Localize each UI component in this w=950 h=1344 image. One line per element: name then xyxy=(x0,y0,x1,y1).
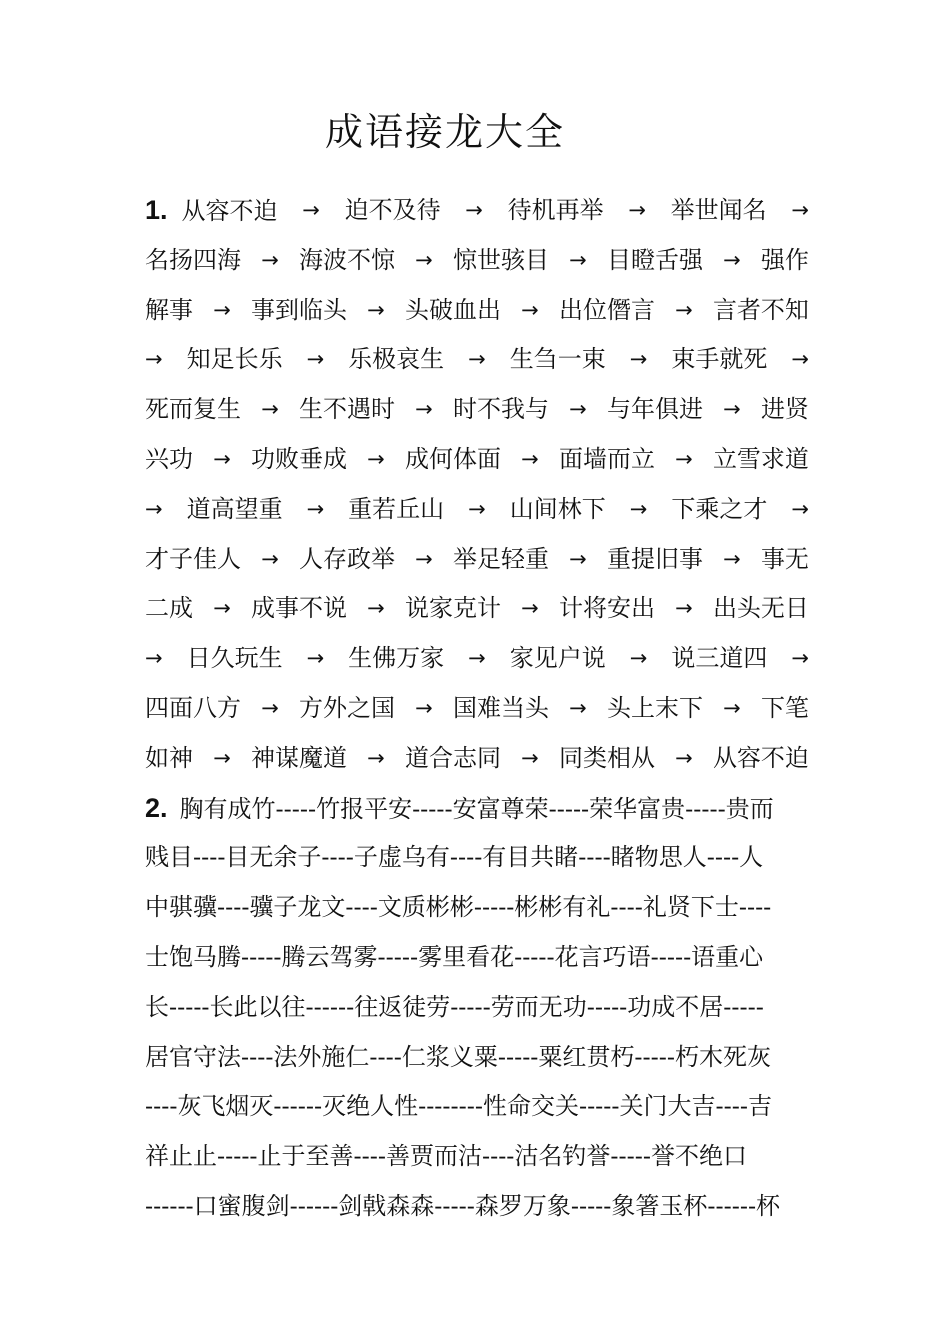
section2-line-text: ----灰飞烟灭------灭绝人性--------性命交关-----关门大吉----吉 xyxy=(145,1092,772,1121)
arrow-icon: → xyxy=(302,198,320,222)
page-title: 成语接龙大全 xyxy=(324,110,565,154)
idiom: 下乘之才 xyxy=(671,494,768,523)
idiom: 海波不惊 xyxy=(298,245,395,274)
arrow-icon: → xyxy=(306,496,325,521)
idiom: 神谋魔道 xyxy=(250,743,347,772)
arrow-icon: → xyxy=(675,596,693,621)
section2-line xyxy=(145,1136,809,1176)
arrow-icon: → xyxy=(367,447,385,471)
idiom: 解事 xyxy=(145,295,193,324)
idiom: 进贤 xyxy=(760,395,809,424)
idiom: 二成 xyxy=(145,594,193,623)
arrow-icon: → xyxy=(415,546,433,571)
section1-line xyxy=(145,240,809,280)
arrow-icon: → xyxy=(628,198,646,222)
idiom: 惊世骇目 xyxy=(452,245,549,274)
arrow-icon: → xyxy=(367,745,385,770)
arrow-icon: → xyxy=(521,297,539,322)
idiom: 功败垂成 xyxy=(250,445,347,473)
section2-line-text: 胸有成竹-----竹报平安-----安富尊荣-----荣华富贵-----贵而 xyxy=(179,794,774,823)
idiom: 与年俱进 xyxy=(606,395,703,424)
idiom: 言者不知 xyxy=(712,295,809,324)
idiom: 成何体面 xyxy=(404,445,501,473)
idiom: 名扬四海 xyxy=(145,245,241,274)
idiom: 头破血出 xyxy=(404,295,501,324)
section2-line xyxy=(145,937,809,977)
arrow-icon: → xyxy=(629,496,648,521)
arrow-icon: → xyxy=(675,447,693,471)
idiom: 方外之国 xyxy=(298,694,395,722)
idiom: 道合志同 xyxy=(404,743,501,772)
section1-line xyxy=(145,489,809,529)
arrow-icon: → xyxy=(569,546,587,571)
section1-line xyxy=(145,588,809,628)
arrow-icon: → xyxy=(415,696,433,720)
arrow-icon: → xyxy=(145,646,163,671)
idiom: 说三道四 xyxy=(671,644,768,673)
section1-line xyxy=(145,638,809,678)
idiom: 重提旧事 xyxy=(606,544,703,573)
arrow-icon: → xyxy=(306,646,325,671)
arrow-icon: → xyxy=(521,447,539,471)
arrow-icon: → xyxy=(415,397,433,422)
idiom: 事到临头 xyxy=(250,295,347,324)
section2-line-text: 中骐骥----骥子龙文----文质彬彬-----彬彬有礼----礼贤下士---- xyxy=(145,893,772,922)
idiom: 时不我与 xyxy=(452,395,549,424)
idiom: 成事不说 xyxy=(250,594,347,623)
section2-line xyxy=(145,1086,809,1126)
section1-line xyxy=(145,539,809,579)
section2-line xyxy=(145,887,809,927)
idiom: 同类相从 xyxy=(558,743,655,772)
arrow-icon: → xyxy=(629,347,648,372)
arrow-icon: → xyxy=(367,297,385,322)
arrow-icon: → xyxy=(261,696,279,720)
section1-line xyxy=(145,439,809,479)
section1-line xyxy=(145,290,809,330)
section2-line xyxy=(145,788,809,828)
arrow-icon: → xyxy=(465,198,483,222)
arrow-icon: → xyxy=(213,447,231,471)
idiom: 出头无日 xyxy=(712,594,809,623)
section2-line-text: 士饱马腾-----腾云驾雾-----雾里看花-----花言巧语-----语重心 xyxy=(145,943,764,971)
idiom: 举足轻重 xyxy=(452,544,549,573)
section2-number: 2. xyxy=(145,792,168,823)
idiom: 面墙而立 xyxy=(558,445,655,473)
idiom: 说家克计 xyxy=(404,594,501,623)
section1-line xyxy=(145,339,809,379)
arrow-icon: → xyxy=(145,347,163,372)
arrow-icon: → xyxy=(521,596,539,621)
arrow-icon: → xyxy=(306,347,325,372)
arrow-icon: → xyxy=(569,696,587,720)
section1-first-token-group xyxy=(145,190,278,230)
section1-line xyxy=(145,389,809,429)
section1-line xyxy=(145,190,809,230)
section2-line xyxy=(145,837,809,877)
idiom: 重若丘山 xyxy=(348,494,445,523)
idiom: 目瞪舌强 xyxy=(606,245,703,274)
idiom: 知足长乐 xyxy=(186,345,283,374)
arrow-icon: → xyxy=(145,496,163,521)
section2-line-text: 祥止止-----止于至善----善贾而沽----沽名钓誉-----誉不绝口 xyxy=(145,1142,747,1171)
idiom: 死而复生 xyxy=(145,395,241,424)
arrow-icon: → xyxy=(569,397,587,422)
section2-line-text: 居官守法----法外施仁----仁浆义粟-----粟红贯朽-----朽木死灰 xyxy=(145,1042,771,1071)
idiom: 日久玩生 xyxy=(186,644,283,673)
idiom: 生刍一束 xyxy=(509,345,606,374)
arrow-icon: → xyxy=(521,745,539,770)
idiom: 家见户说 xyxy=(509,644,606,673)
idiom: 四面八方 xyxy=(145,694,241,722)
section2-line-text: ------口蜜腹剑------剑戟森森-----森罗万象-----象箸玉杯------杯 xyxy=(145,1192,781,1220)
arrow-icon: → xyxy=(367,596,385,621)
arrow-icon: → xyxy=(629,646,648,671)
arrow-icon: → xyxy=(415,247,433,272)
section2-line-text: 贱目----目无余子----子虚乌有----有目共睹----睹物思人----人 xyxy=(145,843,764,872)
idiom: 兴功 xyxy=(145,445,193,473)
idiom: 出位僭言 xyxy=(558,295,655,324)
arrow-icon: → xyxy=(791,198,809,222)
idiom: 如神 xyxy=(145,743,193,772)
idiom: 山间林下 xyxy=(509,494,606,523)
arrow-icon: → xyxy=(675,745,693,770)
idiom: 待机再举 xyxy=(507,196,604,224)
arrow-icon: → xyxy=(468,496,486,521)
arrow-icon: → xyxy=(791,347,809,372)
arrow-icon: → xyxy=(261,397,279,422)
arrow-icon: → xyxy=(723,397,741,422)
section2-line xyxy=(145,1186,809,1226)
arrow-icon: → xyxy=(213,596,231,621)
idiom: 束手就死 xyxy=(671,345,768,374)
idiom: 生佛万家 xyxy=(348,644,445,673)
idiom: 乐极哀生 xyxy=(348,345,445,374)
idiom: 生不遇时 xyxy=(298,395,395,424)
section1-line xyxy=(145,738,809,778)
section1-number: 1. xyxy=(145,194,168,225)
idiom: 下笔 xyxy=(760,694,809,722)
arrow-icon: → xyxy=(723,546,741,571)
section2-line xyxy=(145,987,809,1027)
arrow-icon: → xyxy=(213,297,231,322)
arrow-icon: → xyxy=(791,646,809,671)
arrow-icon: → xyxy=(791,496,809,521)
idiom: 从容不迫 xyxy=(181,196,278,225)
arrow-icon: → xyxy=(723,247,741,272)
arrow-icon: → xyxy=(723,696,741,720)
arrow-icon: → xyxy=(261,247,279,272)
idiom: 头上末下 xyxy=(606,694,703,722)
idiom: 计将安出 xyxy=(558,594,655,623)
idiom: 强作 xyxy=(760,245,809,274)
idiom: 事无 xyxy=(760,544,809,573)
idiom: 迫不及待 xyxy=(344,196,441,224)
arrow-icon: → xyxy=(261,546,279,571)
idiom: 道高望重 xyxy=(186,494,283,523)
idiom: 从容不迫 xyxy=(712,743,809,772)
arrow-icon: → xyxy=(213,745,231,770)
idiom: 国难当头 xyxy=(452,694,549,722)
arrow-icon: → xyxy=(569,247,587,272)
section1-line xyxy=(145,688,809,728)
section2-line xyxy=(145,1037,809,1077)
idiom: 人存政举 xyxy=(298,544,395,573)
idiom: 举世闻名 xyxy=(670,196,767,224)
idiom: 立雪求道 xyxy=(712,445,809,473)
idiom: 才子佳人 xyxy=(145,544,241,573)
arrow-icon: → xyxy=(468,347,486,372)
section2-line-text: 长-----长此以往------往返徒劳-----劳而无功-----功成不居----- xyxy=(145,992,764,1021)
arrow-icon: → xyxy=(468,646,486,671)
arrow-icon: → xyxy=(675,297,693,322)
